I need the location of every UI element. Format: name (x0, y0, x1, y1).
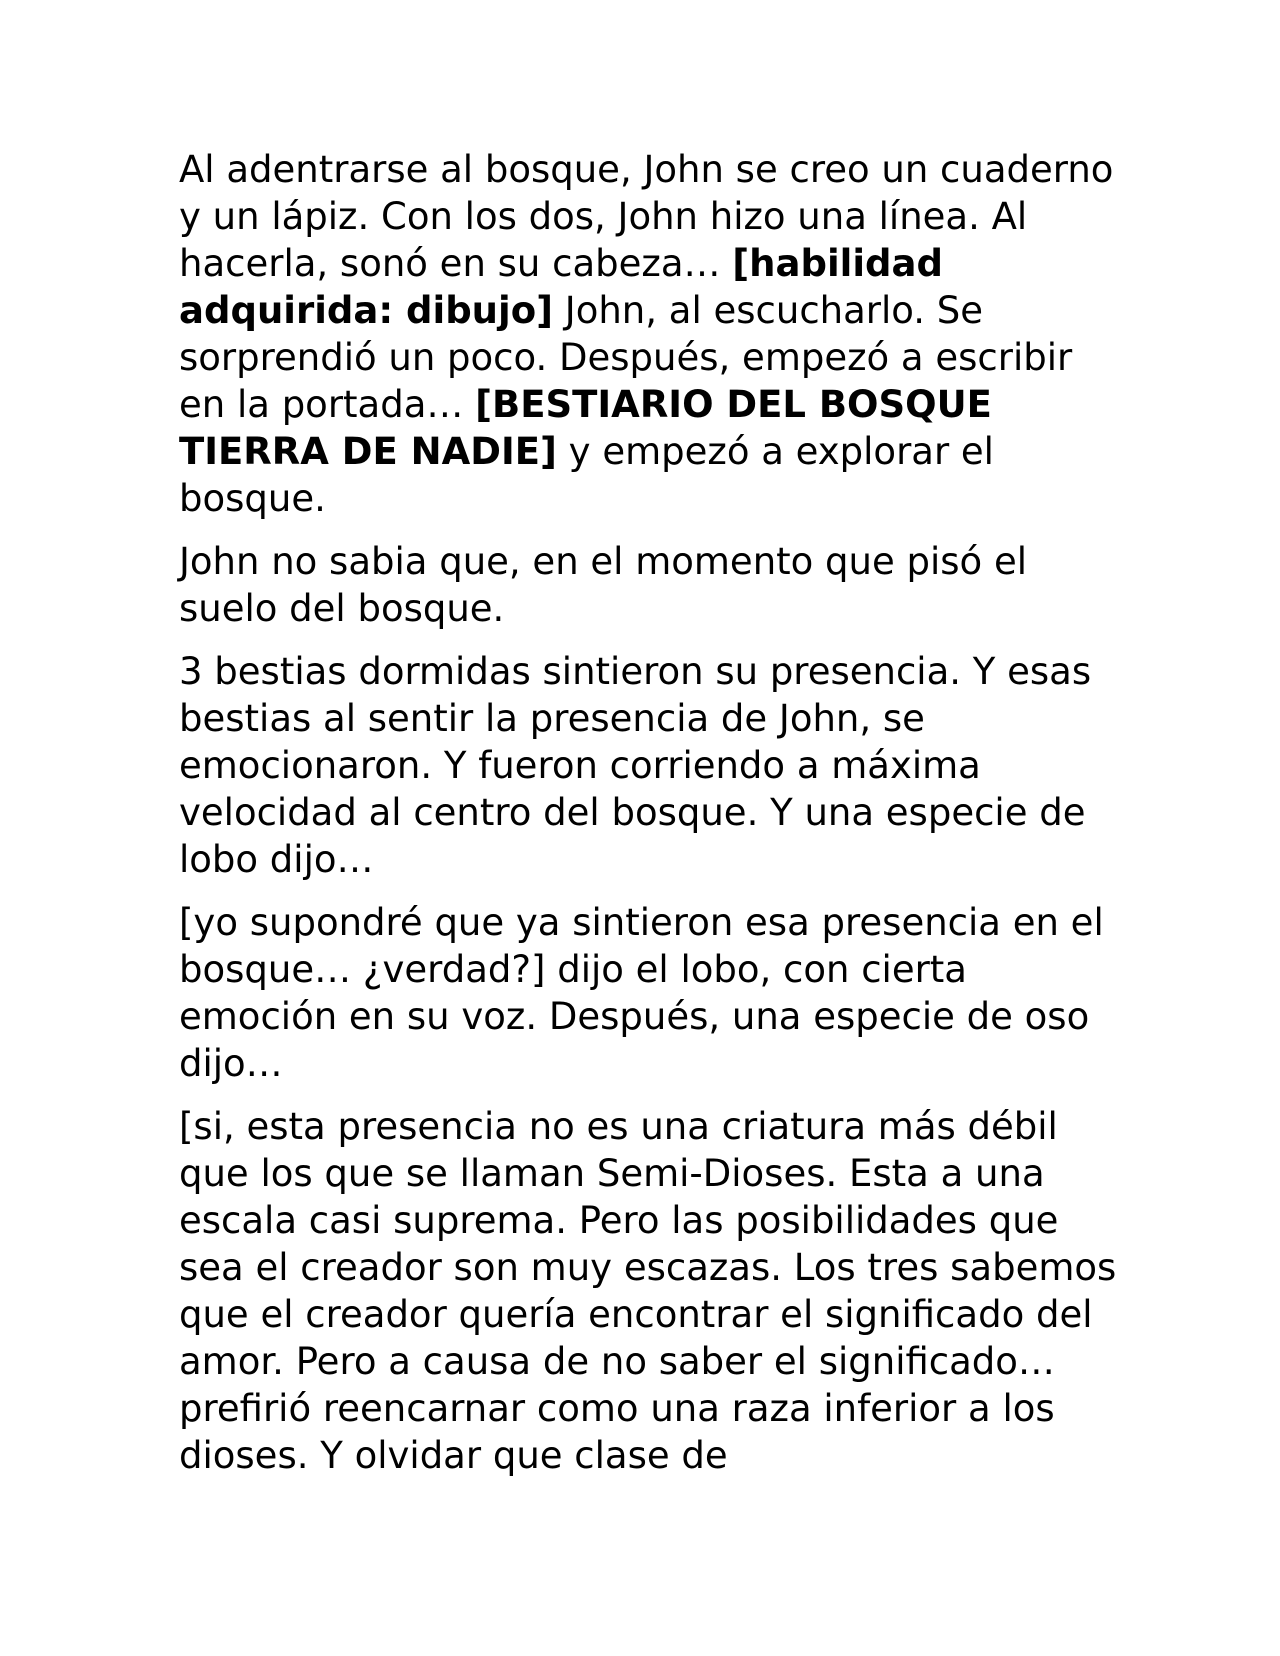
text-run: y empezó a explorar el bosque. (179, 430, 994, 520)
text-run: Al adentrarse al bosque, John se creo un cuaderno y un lápiz. Con los dos, John hizo una línea. Al hacerla, sonó en su cabeza… (179, 148, 1114, 285)
skill-acquired-notice: [habilidad adquirida: dibujo] (179, 242, 943, 332)
text-run: John, al escucharlo. Se sorprendió un poco. Después, empezó a escribir en la portada… (179, 289, 1073, 426)
paragraph-5 (179, 1103, 1119, 1479)
paragraph-1 (179, 146, 1119, 522)
document-body (179, 146, 1119, 1495)
text-run: [si, esta presencia no es una criatura más débil que los que se llaman Semi-Dioses. Esta a una escala casi suprema. Pero las posibilidades que sea el creador son muy escazas. Los tres sabemos que el creador quería encontrar el significado del amor. Pero a causa de no saber el significado… prefirió reencarnar como una raza inferior a los dioses. Y olvidar que clase de (179, 1105, 1117, 1477)
text-run: [yo supondré que ya sintieron esa presencia en el bosque… ¿verdad?] dijo el lobo, con cierta emoción en su voz. Después, una especie de oso dijo… (179, 901, 1104, 1085)
text-run: 3 bestias dormidas sintieron su presencia. Y esas bestias al sentir la presencia de John, se emocionaron. Y fueron corriendo a máxima velocidad al centro del bosque. Y una especie de lobo dijo… (179, 650, 1092, 881)
paragraph-3 (179, 648, 1119, 883)
paragraph-2 (179, 538, 1119, 632)
text-run: John no sabia que, en el momento que pisó el suelo del bosque. (179, 540, 1028, 630)
bestiary-title: [BESTIARIO DEL BOSQUE TIERRA DE NADIE] (179, 383, 992, 473)
paragraph-4 (179, 899, 1119, 1087)
